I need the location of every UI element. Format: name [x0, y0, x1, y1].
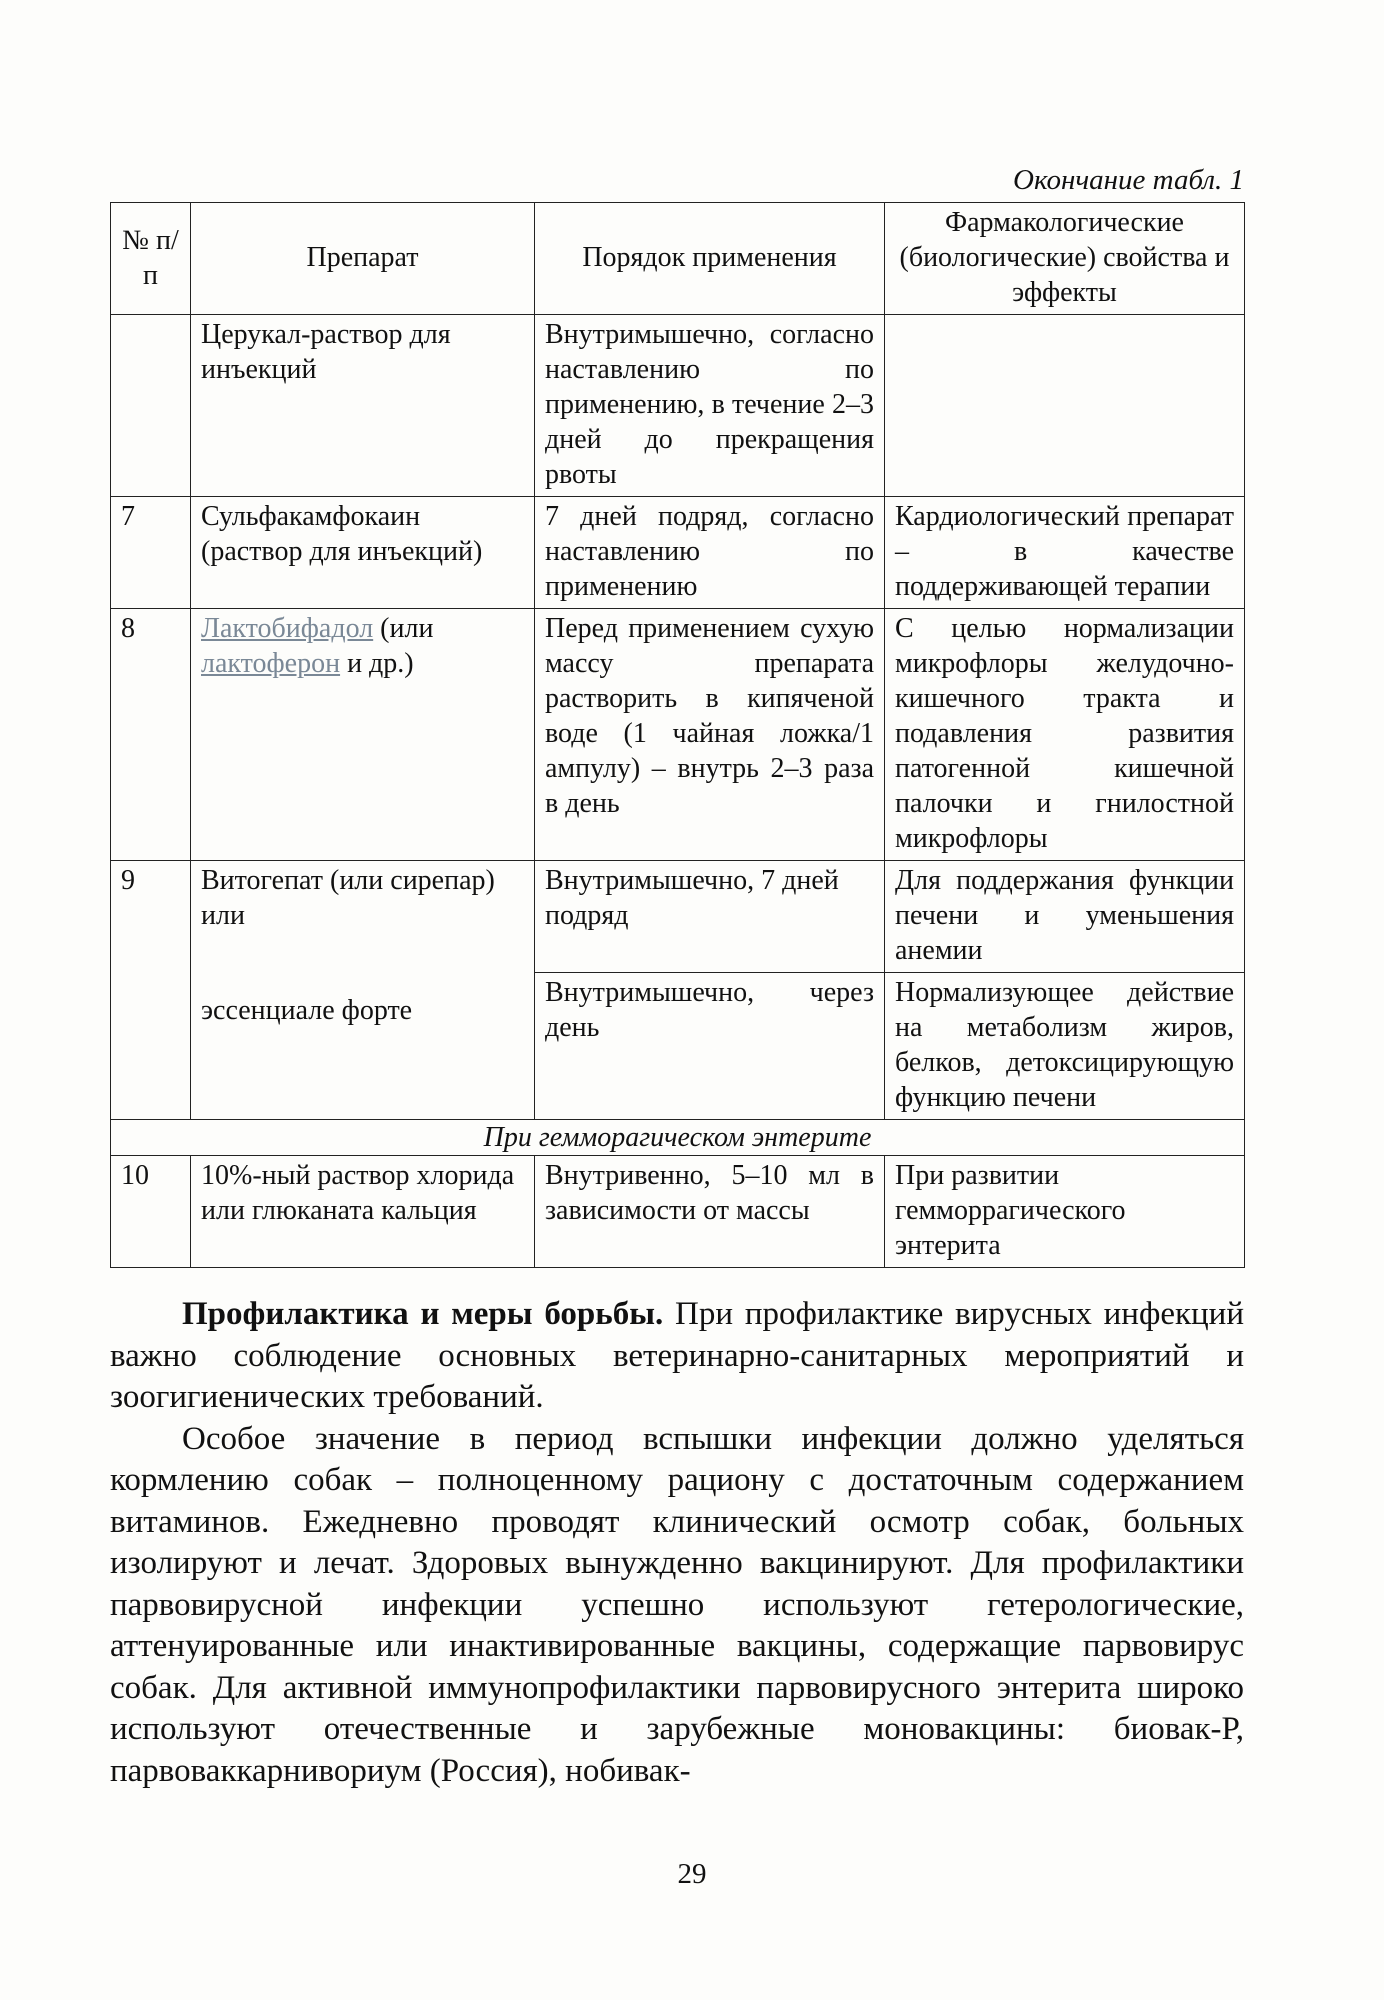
- header-num: № п/п: [111, 203, 191, 315]
- cell-usage: Внутримышечно, согласно наставлению по применению, в течение 2–3 дней до прекращения рвоты: [535, 315, 885, 497]
- cell-num: 8: [111, 609, 191, 861]
- cell-usage: Внутримышечно, 7 дней подряд: [535, 861, 885, 973]
- drug-link-lactoferon[interactable]: лактоферон: [201, 648, 341, 679]
- cell-num: 10: [111, 1156, 191, 1268]
- cell-props: Кардиологический препарат – в качестве поддерживающей терапии: [885, 497, 1245, 609]
- paragraph-text: При профилактике вирусных инфекций важно соблюдение основных ветеринарно-санитарных мероприятий и зоогигиенических требований.: [110, 1296, 1244, 1415]
- cell-props: [885, 315, 1245, 497]
- cell-num: [111, 315, 191, 497]
- cell-num: 7: [111, 497, 191, 609]
- drug-text: эссенциале форте: [201, 994, 413, 1026]
- drug-table: [110, 202, 1245, 1268]
- section-title: При гемморагическом энтерите: [111, 1120, 1245, 1156]
- page-number: 29: [677, 1858, 707, 1890]
- table-row: [111, 973, 1245, 1120]
- table-row: [111, 861, 1245, 973]
- cell-drug: [191, 973, 535, 1120]
- drug-link-lactobifadol[interactable]: Лактобифадол: [201, 613, 374, 644]
- cell-usage: Перед применением сухую массу препарата растворить в кипяченой воде (1 чайная ложка/1 ампулу) – внутрь 2–3 раза в день: [535, 609, 885, 861]
- header-drug: Препарат: [191, 203, 535, 315]
- paragraph-heading: Профилактика и меры борьбы.: [182, 1296, 664, 1332]
- header-usage: Порядок применения: [535, 203, 885, 315]
- drug-text: и др.): [340, 648, 414, 679]
- cell-drug: [191, 609, 535, 861]
- header-props: Фармакологические (биологические) свойства и эффекты: [885, 203, 1245, 315]
- cell-usage: Внутримышечно, через день: [535, 973, 885, 1120]
- drug-text: (или: [373, 613, 434, 644]
- cell-usage: 7 дней подряд, согласно наставлению по применению: [535, 497, 885, 609]
- cell-props: Для поддержания функции печени и уменьшения анемии: [885, 861, 1245, 973]
- table-section-row: [111, 1120, 1245, 1156]
- table-header-row: [111, 203, 1245, 315]
- cell-num: 9: [111, 861, 191, 1120]
- cell-drug: Церукал-раствор для инъекций: [191, 315, 535, 497]
- table-row: [111, 315, 1245, 497]
- cell-drug: 10%-ный раствор хлорида или глюканата кальция: [191, 1156, 535, 1268]
- cell-drug: Сульфакамфокаин (раствор для инъекций): [191, 497, 535, 609]
- table-row: [111, 497, 1245, 609]
- table-caption: Окончание табл. 1: [1013, 164, 1244, 196]
- cell-props: Нормализующее действие на метаболизм жиров, белков, детоксицирующую функцию печени: [885, 973, 1245, 1120]
- cell-props: С целью нормализации микрофлоры желудочно-кишечного тракта и подавления развития патогенной кишечной палочки и гнилостной микрофлоры: [885, 609, 1245, 861]
- body-text: [110, 1294, 1244, 1792]
- paragraph: Особое значение в период вспышки инфекции должно уделяться кормлению собак – полноценному рациону с достаточным содержанием витаминов. Ежедневно проводят клинический осмотр собак, больных изолируют и лечат. Здоровых вынужденно вакцинируют. Для профилактики парвовирусной инфекции успешно используют гетерологические, аттенуированные или инактивированные вакцины, содержащие парвовирус собак. Для активной иммунопрофилактики парвовирусного энтерита широко используют отечественные и зарубежные моновакцины: биовак-Р, парвоваккарнивориум (Россия), нобивак-: [110, 1420, 1244, 1789]
- table-row: [111, 609, 1245, 861]
- table-row: [111, 1156, 1245, 1268]
- cell-props: При развитии гемморрагического энтерита: [885, 1156, 1245, 1268]
- cell-usage: Внутривенно, 5–10 мл в зависимости от массы: [535, 1156, 885, 1268]
- paragraph: [110, 1294, 1244, 1419]
- cell-drug: Витогепат (или сирепар) или: [191, 861, 535, 973]
